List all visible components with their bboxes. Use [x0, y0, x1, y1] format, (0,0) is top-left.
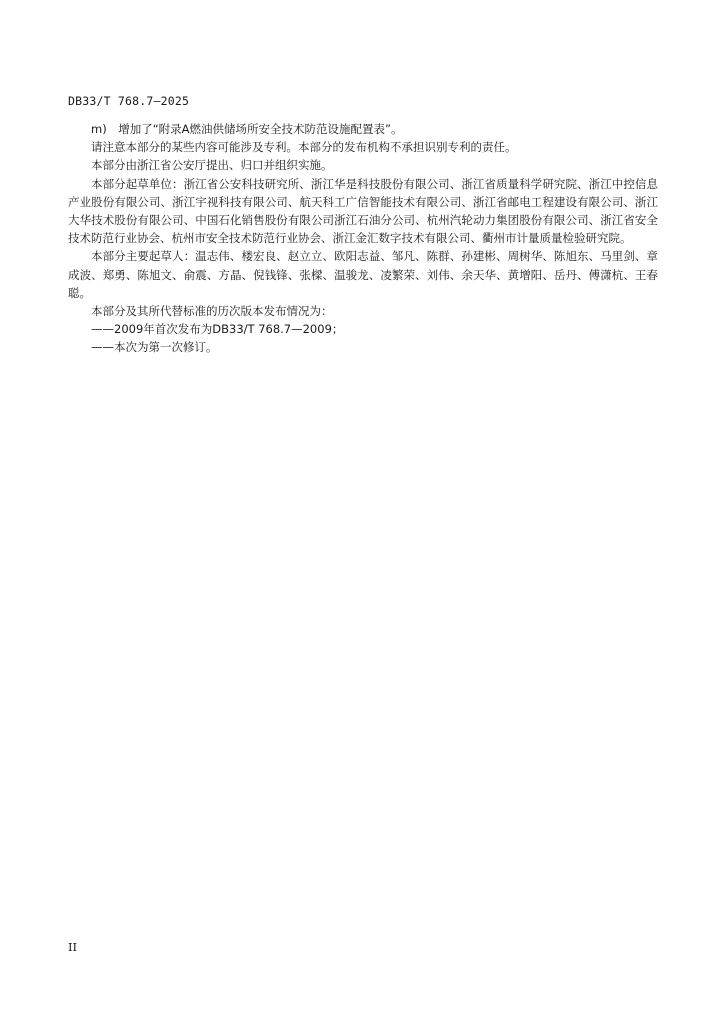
foreword-body	[68, 120, 658, 357]
change-item-m: m) 增加了“附录A燃油供储场所安全技术防范设施配置表”。	[91, 122, 403, 136]
patent-notice: 请注意本部分的某些内容可能涉及专利。本部分的发布机构不承担识别专利的责任。	[91, 140, 517, 155]
proposer-statement: 本部分由浙江省公安厅提出、归口并组织实施。	[91, 158, 333, 173]
standard-id-header: DB33/T 768.7—2025	[68, 94, 190, 108]
drafting-units: 本部分起草单位：浙江省公安科技研究所、浙江华是科技股份有限公司、浙江省质量科学研究院、浙江中控信息产业股份有限公司、浙江宇视科技有限公司、航天科工广信智能技术有限公司、浙江省邮电工程建设有限公司、浙江大华技术股份有限公司、中国石化销售股份有限公司浙江石油分公司、杭州汽轮动力集团股份有限公司、浙江省安全技术防范行业协会、杭州市安全技术防范行业协会、浙江金汇数字技术有限公司、衢州市计量质量检验研究院。	[68, 176, 658, 246]
version-history-item-current: ——本次为第一次修订。	[91, 340, 218, 355]
main-drafters: 本部分主要起草人：温志伟、楼宏良、赵立立、欧阳志益、邹凡、陈群、孙建彬、周树华、陈旭东、马里剑、章成波、郑勇、陈旭文、俞震、方晶、倪钱锋、张樑、温骏龙、凌繁荣、刘伟、余天华、黄增阳、岳丹、傅潇杭、王春聪。	[68, 249, 658, 300]
version-history-item-2009: ——2009年首次发布为DB33/T 768.7—2009；	[91, 322, 344, 337]
version-history-intro: 本部分及其所代替标准的历次版本发布情况为：	[91, 304, 333, 319]
page-number: II	[68, 940, 78, 954]
